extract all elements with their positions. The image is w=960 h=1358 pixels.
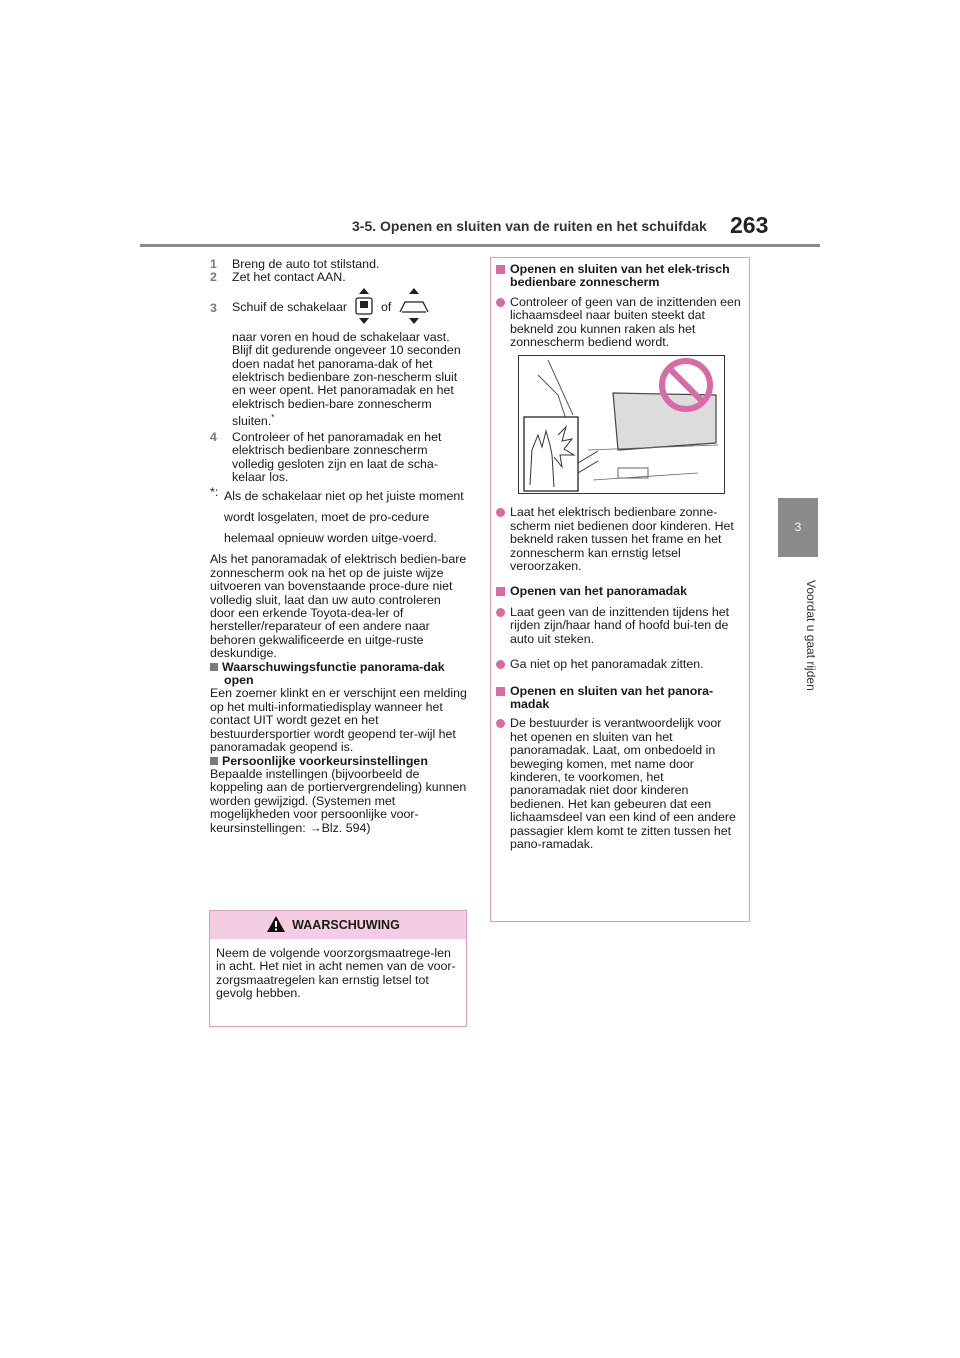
heading-sunshade: Openen en sluiten van het elek-trisch bedienbare zonnescherm (496, 263, 741, 290)
bullet-check-occupants: Controleer of geen van de inzittenden een lichaamsdeel naar buiten steekt dat bekneld zou kunnen raken als het zonnescherm bediend wordt. (496, 296, 741, 350)
dealer-paragraph: Als het panoramadak of elektrisch bedien-bare zonnescherm ook na het op de juiste wijze uitvoeren van bovenstaande proce-dure niet volledig sluit, laat dan uw auto controleren door een erkende Toyota-dea-ler of hersteller/reparateur of een andere naar behoren gekwalificeerde en uitge-ruste deskundige. (210, 552, 467, 661)
warning-text: Neem de volgende voorzorgsmaatrege-len in acht. Het niet in acht nemen van de voor-zorgsmaatregelen kan ernstig letsel tot gevolg hebben. (216, 946, 456, 1001)
bullet-children-sunshade: Laat het elektrisch bedienbare zonne-scherm niet bedienen door kinderen. Het bekneld raken tussen het frame en het zonnescherm kan ernstig letsel veroorzaken. (496, 506, 741, 573)
prohibition-illustration (518, 355, 725, 494)
warning-title: WAARSCHUWING (292, 918, 400, 932)
pink-bullet-icon (496, 508, 505, 517)
pink-bullet-icon (496, 660, 505, 669)
warning-function-text: Een zoemer klinkt en er verschijnt een melding op het multi-informatiedisplay wanneer het contact UIT wordt gezet en het bestuurdersportier wordt geopend ter-wijl het panoramadak geopend is. (210, 686, 467, 755)
warning-triangle-icon (266, 915, 286, 936)
bullet-driver-responsible: De bestuurder is verantwoordelijk voor het openen en sluiten van het panoramadak. Laat, om onbedoeld in beweging komen, met name door kinderen, te voorkomen, het panoramadak niet door kinderen bedienen. Het kan gebeuren dat een lichaamsdeel van een kind of een andere passagier klem komt te zitten tussen het pano-ramadak. (496, 717, 741, 851)
warning-box (209, 910, 467, 1027)
personal-settings-text: Bepaalde instellingen (bijvoorbeeld de koppeling aan de portiervergrendeling) kunnen worden gewijzigd. (Systemen met mogelijkheden voor persoonlijke voor-keursinstellingen: →Blz. 594) (210, 766, 467, 835)
page-reference: Blz. 594) (321, 820, 371, 835)
bullet-do-not-sit: Ga niet op het panoramadak zitten. (496, 658, 741, 672)
pink-bullet-icon (496, 719, 505, 728)
left-column (210, 258, 468, 835)
pink-square-icon (496, 265, 505, 274)
step-1: 1 Breng de auto tot stilstand. (210, 257, 380, 271)
pink-bullet-icon (496, 608, 505, 617)
chapter-label: Voordat u gaat rijden (804, 579, 818, 691)
sunshade-switch-icon (397, 286, 431, 329)
footnote: *: Als de schakelaar niet op het juiste moment wordt losgelaten, moet de pro-cedure helemaal opnieuw worden uitge-voerd. (210, 485, 464, 546)
warning-header (210, 911, 466, 939)
step-3: 3 Schuif de schakelaar of naar voren en houd de schakelaar vast. Blijf dit gedurende ongeveer 10 seconden doen nadat het panorama-dak of het elektrisch bedienbare zon-nescherm sluit en weer opent. Het panoramadak en het elektrisch bedien-bare zonnescherm sluiten.* (210, 285, 468, 429)
pink-square-icon (496, 687, 505, 696)
header-rule (140, 244, 820, 247)
pink-bullet-icon (496, 298, 505, 307)
roof-switch-icon (353, 286, 375, 329)
heading-opening-roof: Openen van het panoramadak (496, 585, 741, 599)
chapter-tab: 3 (778, 498, 818, 557)
caution-box (490, 257, 750, 922)
section-square-icon (210, 663, 218, 671)
section-title: 3-5. Openen en sluiten van de ruiten en het schuifdak (352, 218, 707, 234)
personal-settings-section: Persoonlijke voorkeursinstellingen (210, 755, 468, 768)
page-reference-arrow: → (309, 820, 322, 835)
warning-function-section: Waarschuwingsfunctie panorama-dak open (210, 661, 468, 688)
step-4: 4 Controleer of het panoramadak en het elektrisch bedienbare zonnescherm volledig gesloten zijn en laat de scha-kelaar los. (210, 429, 442, 484)
step-2: 2 Zet het contact AAN. (210, 270, 346, 285)
section-square-icon (210, 757, 218, 765)
bullet-hands-outside: Laat geen van de inzittenden tijdens het rijden zijn/haar hand of hoofd bui-ten de auto uit steken. (496, 606, 741, 646)
page-number: 263 (730, 212, 769, 238)
heading-open-close-roof: Openen en sluiten van het panora-madak (496, 685, 741, 712)
pink-square-icon (496, 587, 505, 596)
